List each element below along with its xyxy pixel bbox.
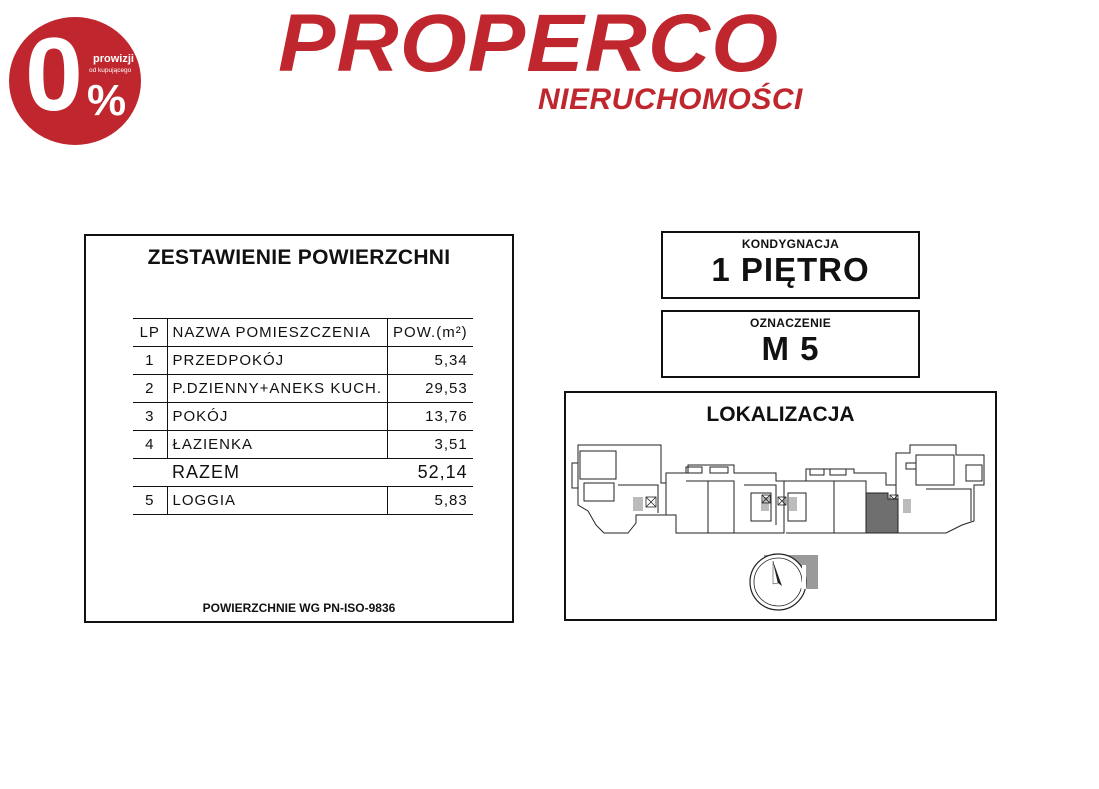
row-name: POKÓJ [167,403,388,431]
floor-box [661,231,920,299]
table-row [133,431,473,459]
table-row [133,403,473,431]
row-lp: 1 [133,347,167,375]
row-area: 5,34 [388,347,473,375]
total-row [133,459,473,487]
brand-logo: PROPERCO [278,0,780,89]
row-lp: 5 [133,487,167,515]
row-name: LOGGIA [167,487,388,515]
area-standard-note: POWIERZCHNIE WG PN-ISO-9836 [202,601,396,615]
location-panel [564,391,997,621]
row-lp: 2 [133,375,167,403]
total-lp-empty [133,459,167,487]
badge-commission-label: prowizji [93,53,134,65]
floor-value: 1 PIĘTRO [711,251,870,288]
row-name: PRZEDPOKÓJ [167,347,388,375]
location-plan [566,393,995,619]
badge-buyer-label: od kupującego [89,67,132,74]
area-table [133,318,473,515]
badge-percent: % [87,76,127,125]
brand-subtitle: NIERUCHOMOŚCI [538,83,803,116]
total-label: RAZEM [167,459,388,487]
table-row [133,487,473,515]
row-lp: 4 [133,431,167,459]
area-summary-panel [84,234,514,623]
row-name: ŁAZIENKA [167,431,388,459]
column-header-name: NAZWA POMIESZCZENIA [167,319,388,347]
apartment-m5-highlight [866,493,898,533]
table-row [133,347,473,375]
designation-label: OZNACZENIE [750,316,831,330]
badge-zero: 0 [25,17,79,133]
column-header-area: POW.(m²) [388,319,473,347]
area-summary-title: ZESTAWIENIE POWIERZCHNI [147,246,451,269]
row-lp: 3 [133,403,167,431]
total-area: 52,14 [388,459,473,487]
floor-label: KONDYGNACJA [741,237,840,251]
row-area: 3,51 [388,431,473,459]
column-header-lp: LP [133,319,167,347]
zero-commission-badge [9,17,141,145]
row-area: 13,76 [388,403,473,431]
row-area: 29,53 [388,375,473,403]
location-title: LOKALIZACJA [706,403,855,426]
table-header-row [133,319,473,347]
compass-north-icon [750,554,818,610]
designation-box [661,310,920,378]
table-row [133,375,473,403]
row-name: P.DZIENNY+ANEKS KUCH. [167,375,388,403]
designation-value: M 5 [761,330,820,367]
row-area: 5,83 [388,487,473,515]
